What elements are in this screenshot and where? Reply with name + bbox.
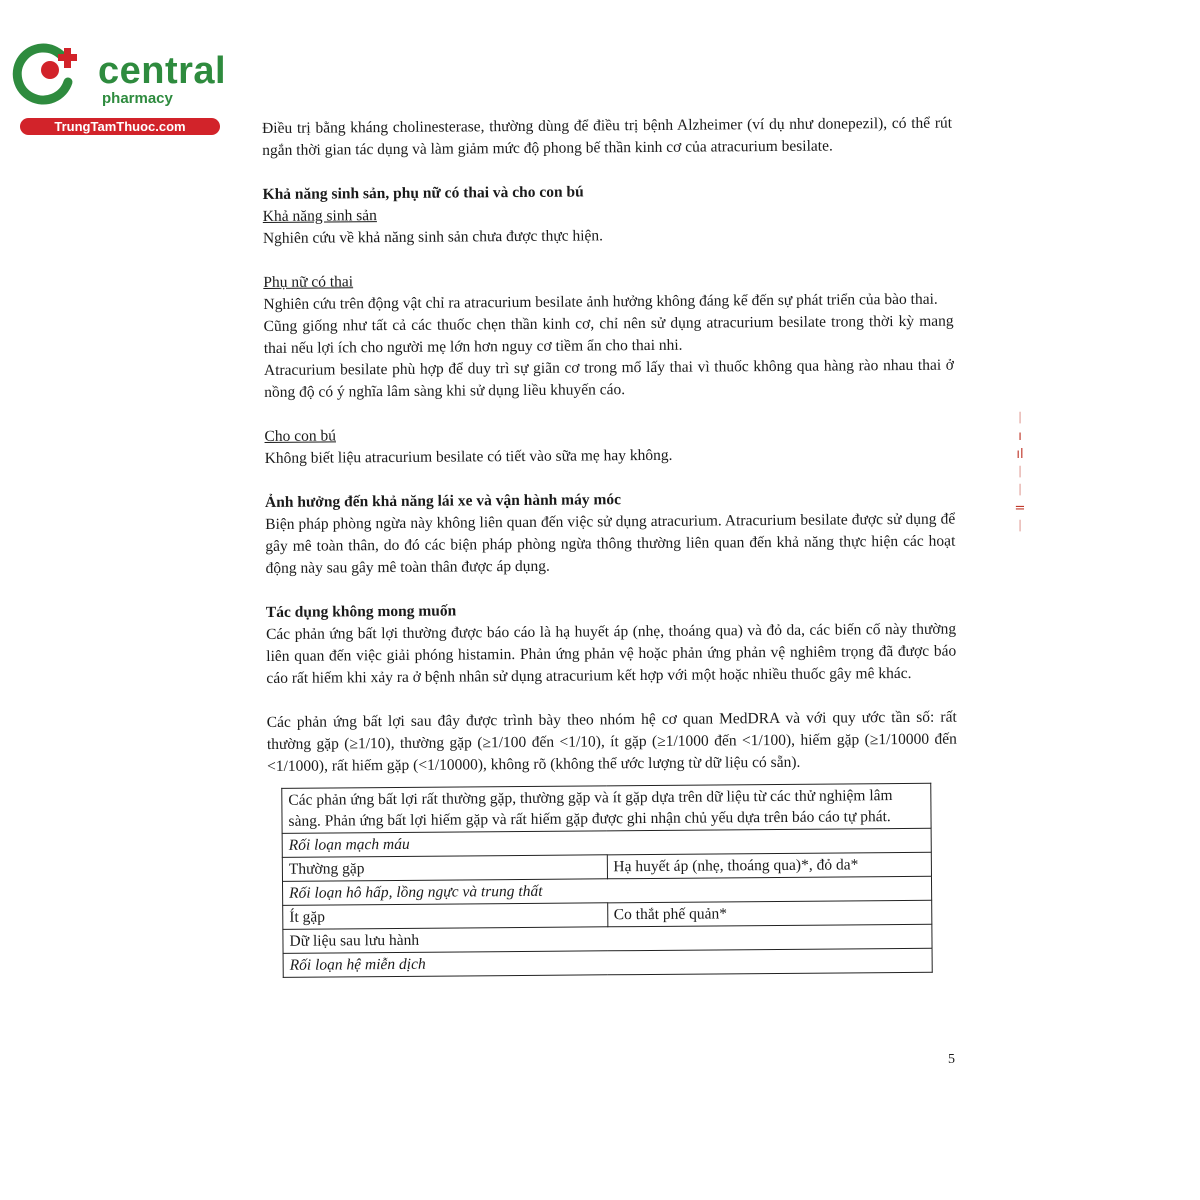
paragraph-driving: Biện pháp phòng ngừa này không liên quan đến việc sử dụng atracurium. Atracurium besilate được sử dụng để gây mê toàn thân, do đó các biện pháp phòng ngừa thông thường liên quan đến khả năng thực hiện các hoạt động này sau gây mê toàn thân được áp dụng.	[265, 510, 956, 577]
paragraph-adverse-1: Các phản ứng bất lợi thường được báo cáo là hạ huyết áp (nhẹ, thoáng qua) và đỏ da, các biến cố này thường liên quan đến việc giải phóng histamin. Phản ứng phản vệ hoặc phản ứng phản vệ nghiêm trọng đã được báo cáo rất hiếm khi xảy ra ở bệnh nhân sử dụng atracurium kết hợp với một hoặc nhiều thuốc gây mê khác.	[265, 620, 957, 687]
table-soc-cell: Rối loạn mạch máu	[282, 828, 931, 857]
paragraph-fertility: Nghiên cứu về khả năng sinh sản chưa được thực hiện.	[262, 227, 604, 247]
paragraph-pregnancy-1: Nghiên cứu trên động vật chỉ ra atracurium besilate ảnh hưởng không đáng kể đến sự phát triển của bào thai.	[263, 290, 938, 313]
table-header-cell: Các phản ứng bất lợi rất thường gặp, thường gặp và ít gặp dựa trên dữ liệu từ các thử nghiệm lâm sàng. Phản ứng bất lợi hiếm gặp và rất hiếm gặp được ghi nhận chủ yếu dựa trên báo cáo tự phát.	[282, 783, 931, 833]
table-reaction-cell: Co thắt phế quản*	[607, 900, 932, 927]
table-frequency-cell: Ít gặp	[283, 903, 608, 930]
paragraph-adverse-2: Các phản ứng bất lợi sau đây được trình bày theo nhóm hệ cơ quan MedDRA và với quy ước tần số: rất thường gặp (≥1/10), thường gặp (≥1/100 đến <1/10), ít gặp (≥1/1000 đến <1/100), hiếm gặp (≥1/10000 đến <1/1000), rất hiếm gặp (<1/10000), không rõ (không thể ước lượng từ dữ liệu có sẵn).	[266, 708, 957, 775]
paragraph-cholinesterase: Điều trị bằng kháng cholinesterase, thường dùng để điều trị bệnh Alzheimer (ví dụ như donepezil), có thể rút ngắn thời gian tác dụng và làm giảm mức độ phong bế thần kinh cơ của atracurium besilate.	[262, 114, 953, 159]
subheading-fertility: Khả năng sinh sản	[262, 207, 377, 225]
paragraph-pregnancy-3: Atracurium besilate phù hợp để duy trì sự giãn cơ trong mổ lấy thai vì thuốc không qua hàng rào nhau thai ở nồng độ có ý nghĩa lâm sàng khi sử dụng liều khuyến cáo.	[263, 356, 955, 401]
paragraph-pregnancy-2: Cũng giống như tất cả các thuốc chẹn thần kinh cơ, chỉ nên sử dụng atracurium besilate trong thời kỳ mang thai nếu lợi ích cho người mẹ lớn hơn nguy cơ tiềm ẩn cho thai nhi.	[263, 312, 954, 357]
page-number: 5	[948, 1052, 955, 1067]
logo-mark-icon	[10, 38, 90, 108]
heading-driving: Ảnh hưởng đến khả năng lái xe và vận hành máy móc	[264, 491, 622, 511]
heading-adverse-effects: Tác dụng không mong muốn	[265, 602, 457, 621]
brand-logo	[10, 38, 227, 138]
table-row	[283, 948, 932, 977]
subheading-pregnancy: Phụ nữ có thai	[263, 273, 354, 291]
document-page	[262, 113, 959, 978]
table-frequency-cell: Thường gặp	[282, 855, 607, 882]
logo-website: TrungTamThuoc.com	[20, 118, 220, 135]
logo-subtitle: pharmacy	[102, 90, 173, 107]
table-reaction-cell: Hạ huyết áp (nhẹ, thoáng qua)*, đỏ da*	[607, 852, 932, 879]
table-row	[282, 783, 931, 833]
table-section-cell: Dữ liệu sau lưu hành	[283, 924, 932, 953]
adverse-reactions-table	[281, 783, 932, 978]
paragraph-breastfeeding: Không biết liệu atracurium besilate có tiết vào sữa mẹ hay không.	[264, 446, 673, 467]
table-soc-cell: Rối loạn hô hấp, lồng ngực và trung thất	[282, 876, 931, 905]
table-soc-cell: Rối loạn hệ miễn dịch	[283, 948, 932, 977]
logo-name: central	[98, 50, 227, 92]
heading-fertility-pregnancy: Khả năng sinh sản, phụ nữ có thai và cho con bú	[262, 183, 584, 203]
subheading-breastfeeding: Cho con bú	[264, 427, 337, 445]
stamp-marks: ᛁ ı ıl ᛁ ᛁ = ᛁ	[1014, 411, 1026, 534]
